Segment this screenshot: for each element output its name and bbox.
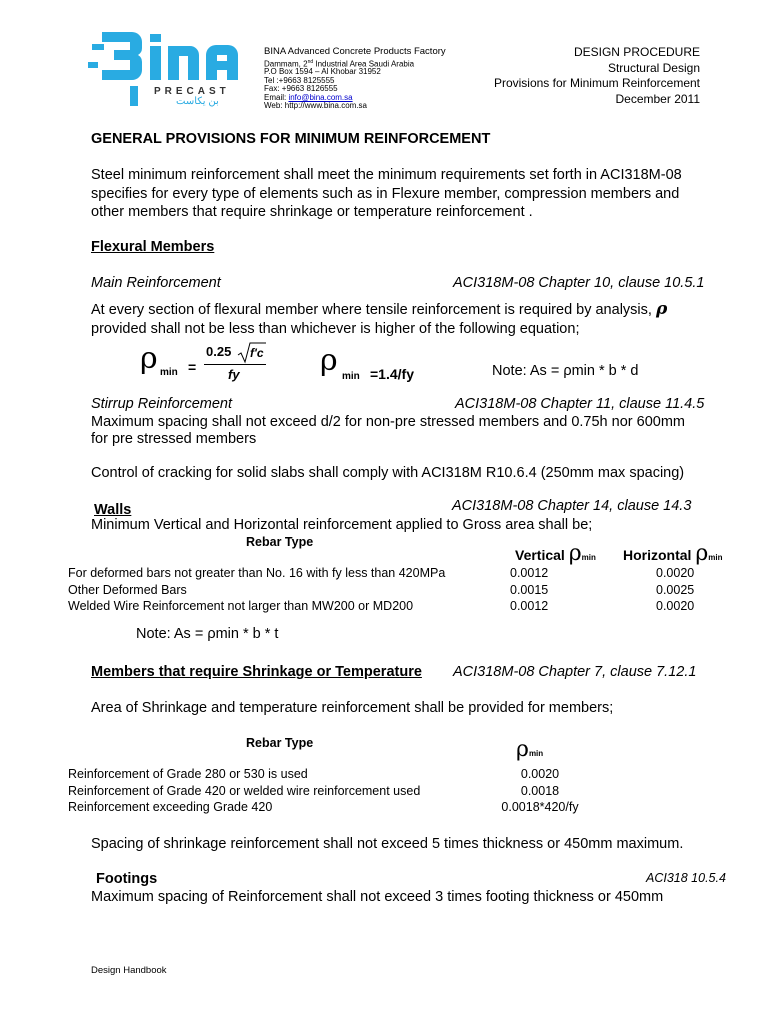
shrinkage-row-1-v: 0.0020: [520, 767, 560, 781]
header-right-block: [494, 45, 700, 107]
stirrup-text-1: Maximum spacing shall not exceed d/2 for non-pre stressed members and 0.75h nor 600mm: [91, 414, 685, 430]
eq1-min: min: [160, 367, 178, 378]
rho-symbol: ρ: [655, 299, 668, 319]
company-web[interactable]: Web: http://www.bina.com.sa: [264, 101, 368, 110]
shrinkage-ref: ACI318M-08 Chapter 7, clause 7.12.1: [453, 664, 697, 680]
intro-line-3: other members that require shrinkage or temperature reinforcement .: [91, 204, 533, 220]
walls-row-2-h: 0.0025: [656, 583, 695, 597]
doc-date: December 2011: [615, 91, 700, 106]
stirrup-text-2: for pre stressed members: [91, 431, 257, 447]
walls-ref: ACI318M-08 Chapter 14, clause 14.3: [452, 498, 692, 514]
company-tel: Tel :+9663 8125555: [264, 76, 335, 85]
eq2-rho: ρ: [320, 343, 338, 378]
footings-ref: ACI318 10.5.4: [646, 871, 726, 885]
walls-col-horizontal-rho: ρ: [695, 541, 709, 566]
intro-line-2: specifies for every type of elements such as in Flexure member, compression members and: [91, 186, 680, 202]
shrinkage-row-3-v: 0.0018*420/fy: [501, 800, 579, 814]
walls-heading: Walls: [94, 502, 132, 518]
doc-subject: Provisions for Minimum Reinforcement: [493, 76, 700, 90]
page-title: GENERAL PROVISIONS FOR MINIMUM REINFORCEMENT: [91, 131, 491, 147]
walls-row-3-h: 0.0020: [656, 599, 695, 613]
main-reinforcement-ref: ACI318M-08 Chapter 10, clause 10.5.1: [453, 275, 705, 291]
eq1-equals: =: [188, 359, 197, 375]
stirrup-label: Stirrup Reinforcement: [91, 396, 233, 412]
equation-1: [140, 341, 300, 391]
footings-text: Maximum spacing of Reinforcement shall not exceed 3 times footing thickness or 450mm: [91, 889, 664, 905]
walls-note: Note: As = ρmin * b * t: [136, 626, 279, 642]
footer-text: Design Handbook: [91, 965, 167, 976]
shrinkage-heading: Members that require Shrinkage or Temperature: [91, 664, 422, 680]
cracking-text: Control of cracking for solid slabs shall comply with ACI318M R10.6.4 (250mm max spacing): [91, 465, 685, 481]
shrinkage-col-type: Rebar Type: [246, 736, 314, 750]
shrinkage-row-2-v: 0.0018: [520, 784, 560, 798]
bina-logo: [88, 24, 248, 114]
doc-type: DESIGN PROCEDURE: [573, 45, 700, 59]
email-link[interactable]: info@bina.com.sa: [288, 93, 353, 102]
flexural-text-1: [91, 301, 667, 319]
walls-row-1-v: 0.0012: [510, 566, 549, 580]
walls-col-vertical-label: Vertical: [515, 547, 565, 563]
logo-graphic: [88, 24, 248, 114]
eq1-rho: ρ: [140, 341, 158, 376]
walls-col-vertical-rho: ρ: [568, 541, 582, 566]
walls-row-2-v: 0.0015: [510, 583, 549, 597]
eq1-numerator: 0.25: [206, 344, 232, 359]
eq1-fc: f'c: [250, 346, 264, 360]
company-address-1: Dammam, 2nd Industrial Area Saudi Arabia: [264, 59, 415, 69]
shrinkage-text: Area of Shrinkage and temperature reinforcement shall be provided for members;: [91, 700, 614, 716]
walls-col-horizontal-min: min: [708, 553, 723, 562]
flexural-note: Note: As = ρmin * b * d: [492, 363, 639, 379]
walls-col-horizontal-label: Horizontal: [623, 547, 692, 563]
doc-category: Structural Design: [607, 60, 700, 75]
shrinkage-col-rho-min: min: [528, 749, 544, 758]
walls-col-type: Rebar Type: [246, 535, 314, 549]
eq2-min: min: [342, 371, 360, 382]
company-name: BINA Advanced Concrete Products Factory: [264, 46, 446, 57]
email-label: Email:: [264, 93, 289, 102]
eq2-expr: =1.4/fy: [370, 366, 414, 382]
flexural-heading: Flexural Members: [91, 239, 215, 255]
company-address-2: P.O Box 1594 – Al Khobar 31952: [264, 67, 381, 76]
flexural-text-2: provided shall not be less than whichever is higher of the following equation;: [91, 321, 580, 337]
flexural-text-1-body: At every section of flexural member where tensile reinforcement is required by analysis,: [91, 302, 652, 318]
walls-row-3-type: Welded Wire Reinforcement not larger than MW200 or MD200: [68, 599, 414, 613]
walls-row-3-v: 0.0012: [510, 599, 549, 613]
footings-heading: Footings: [96, 871, 158, 887]
intro-line-1: Steel minimum reinforcement shall meet the minimum requirements set forth in ACI318M-08: [91, 167, 682, 183]
shrinkage-spacing: Spacing of shrinkage reinforcement shall not exceed 5 times thickness or 450mm maximum.: [91, 836, 684, 852]
main-reinforcement-label: Main Reinforcement: [91, 275, 221, 291]
walls-col-vertical-min: min: [581, 553, 596, 562]
walls-col-vertical: [515, 541, 596, 566]
walls-row-1-type: For deformed bars not greater than No. 16 with fy less than 420MPa: [68, 566, 446, 580]
shrinkage-row-1-type: Reinforcement of Grade 280 or 530 is used: [68, 767, 308, 781]
walls-text: Minimum Vertical and Horizontal reinforcement applied to Gross area shall be;: [91, 517, 593, 533]
equation-2: [320, 343, 440, 389]
shrinkage-row-2-type: Reinforcement of Grade 420 or welded wire reinforcement used: [68, 784, 421, 798]
stirrup-ref: ACI318M-08 Chapter 11, clause 11.4.5: [455, 396, 705, 412]
logo-arabic-text: بن يكاست: [176, 96, 219, 107]
company-fax: Fax: +9663 8126555: [264, 84, 338, 93]
logo-precast-text: PRECAST: [154, 86, 230, 97]
eq1-denominator: fy: [228, 367, 240, 382]
walls-col-horizontal: [623, 541, 723, 566]
shrinkage-row-3-type: Reinforcement exceeding Grade 420: [68, 800, 273, 814]
walls-row-2-type: Other Deformed Bars: [68, 583, 187, 597]
walls-row-1-h: 0.0020: [656, 566, 695, 580]
eq1-fraction-bar: [204, 364, 266, 365]
shrinkage-col-rho: [516, 737, 543, 762]
shrinkage-col-rho-symbol: ρ: [516, 737, 529, 762]
